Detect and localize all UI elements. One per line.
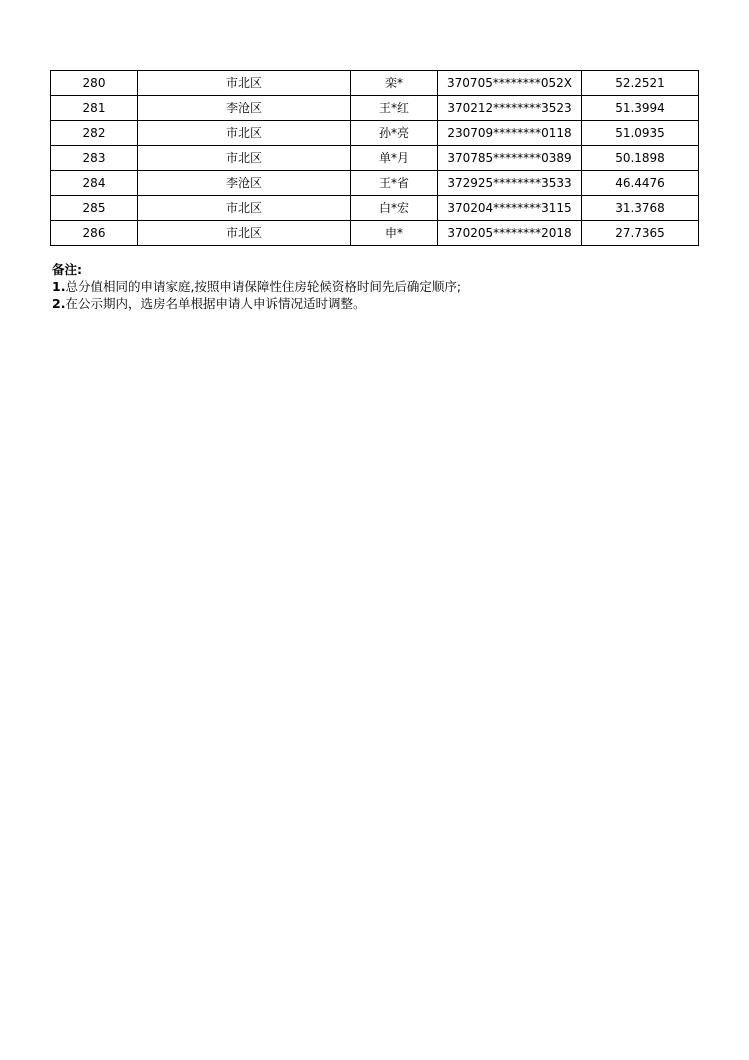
table-row <box>51 96 699 121</box>
table-row <box>51 121 699 146</box>
row-number: 280 <box>51 71 138 96</box>
score-cell: 46.4476 <box>582 171 699 196</box>
name-cell: 单*月 <box>351 146 438 171</box>
name-cell: 孙*亮 <box>351 121 438 146</box>
district-cell: 市北区 <box>138 71 351 96</box>
notes-section <box>52 261 692 312</box>
name-cell: 白*宏 <box>351 196 438 221</box>
id-number-cell: 372925********3533 <box>438 171 582 196</box>
table-row <box>51 71 699 96</box>
district-cell: 李沧区 <box>138 171 351 196</box>
table-row <box>51 171 699 196</box>
table-row <box>51 196 699 221</box>
row-number: 281 <box>51 96 138 121</box>
id-number-cell: 230709********0118 <box>438 121 582 146</box>
id-number-cell: 370205********2018 <box>438 221 582 246</box>
district-cell: 李沧区 <box>138 96 351 121</box>
row-number: 285 <box>51 196 138 221</box>
score-cell: 50.1898 <box>582 146 699 171</box>
district-cell: 市北区 <box>138 146 351 171</box>
row-number: 286 <box>51 221 138 246</box>
score-cell: 51.0935 <box>582 121 699 146</box>
note-number: 2. <box>52 296 66 311</box>
row-number: 283 <box>51 146 138 171</box>
id-number-cell: 370785********0389 <box>438 146 582 171</box>
note-text: 总分值相同的申请家庭,按照申请保障性住房轮候资格时间先后确定顺序; <box>65 279 462 294</box>
applicant-table-body <box>51 71 699 246</box>
score-cell: 31.3768 <box>582 196 699 221</box>
district-cell: 市北区 <box>138 196 351 221</box>
name-cell: 王*红 <box>351 96 438 121</box>
name-cell: 栾* <box>351 71 438 96</box>
score-cell: 27.7365 <box>582 221 699 246</box>
district-cell: 市北区 <box>138 221 351 246</box>
table-row <box>51 221 699 246</box>
table-row <box>51 146 699 171</box>
score-cell: 52.2521 <box>582 71 699 96</box>
note-text: 在公示期内，选房名单根据申请人申诉情况适时调整。 <box>65 296 366 311</box>
row-number: 282 <box>51 121 138 146</box>
note-number: 1. <box>52 279 66 294</box>
note-item <box>52 278 692 295</box>
name-cell: 王*省 <box>351 171 438 196</box>
district-cell: 市北区 <box>138 121 351 146</box>
notes-title: 备注: <box>52 262 82 277</box>
note-item <box>52 295 692 312</box>
applicant-table <box>50 70 699 246</box>
id-number-cell: 370212********3523 <box>438 96 582 121</box>
id-number-cell: 370705********052X <box>438 71 582 96</box>
score-cell: 51.3994 <box>582 96 699 121</box>
row-number: 284 <box>51 171 138 196</box>
id-number-cell: 370204********3115 <box>438 196 582 221</box>
name-cell: 申* <box>351 221 438 246</box>
